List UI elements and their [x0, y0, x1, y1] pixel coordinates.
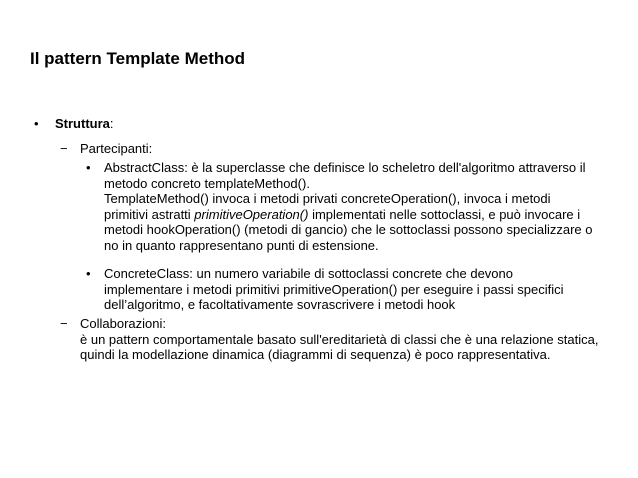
partecipanti-label: Partecipanti:: [80, 141, 153, 156]
text-run: primitivi astratti: [104, 206, 195, 222]
abstract-class-description: [104, 160, 592, 253]
text-line: TemplateMethod() invoca i metodi privati concreteOperation(), invoca i metodi: [104, 191, 551, 206]
dash-marker: −: [60, 316, 68, 331]
bullet-marker: •: [86, 266, 91, 281]
text-line: dell’algoritmo, e facoltativamente sovrascrivere i metodi hook: [104, 297, 456, 312]
text-line: è un pattern comportamentale basato sull'ereditarietà di classi che è una relazione statica,: [80, 331, 599, 347]
text-line: [104, 207, 592, 223]
collaborazioni-label: Collaborazioni:: [80, 316, 166, 331]
text-line: no in quanto rappresentano punti di estensione.: [104, 237, 379, 253]
collaborazioni-section: [80, 316, 598, 363]
text-line: metodo concreto templateMethod().: [104, 175, 310, 191]
text-run: implementati nelle sottoclassi, e può invocare i: [308, 206, 581, 222]
concrete-class-description: [104, 266, 564, 313]
bullet-marker: •: [34, 116, 39, 131]
text-line: ConcreteClass: un numero variabile di sottoclassi concrete che devono: [104, 266, 513, 281]
struttura-label: Struttura: [55, 116, 110, 131]
struttura-heading: [55, 116, 114, 132]
text-line: metodi hookOperation() (metodi di gancio) che le sottoclassi possono specializzare o: [104, 222, 593, 237]
struttura-colon: :: [109, 116, 114, 131]
text-line: implementare i metodi primitivi primitiveOperation() per eseguire i passi specifici: [104, 281, 564, 297]
text-line: AbstractClass: è la superclasse che definisce lo scheletro dell'algoritmo attraverso il: [104, 160, 586, 175]
text-line: quindi la modellazione dinamica (diagrammi di sequenza) è poco rappresentativa.: [80, 347, 551, 362]
slide-title: Il pattern Template Method: [30, 49, 246, 68]
dash-marker: −: [60, 141, 68, 156]
bullet-marker: •: [86, 160, 91, 175]
primitive-operation-term: primitiveOperation(): [194, 206, 309, 222]
